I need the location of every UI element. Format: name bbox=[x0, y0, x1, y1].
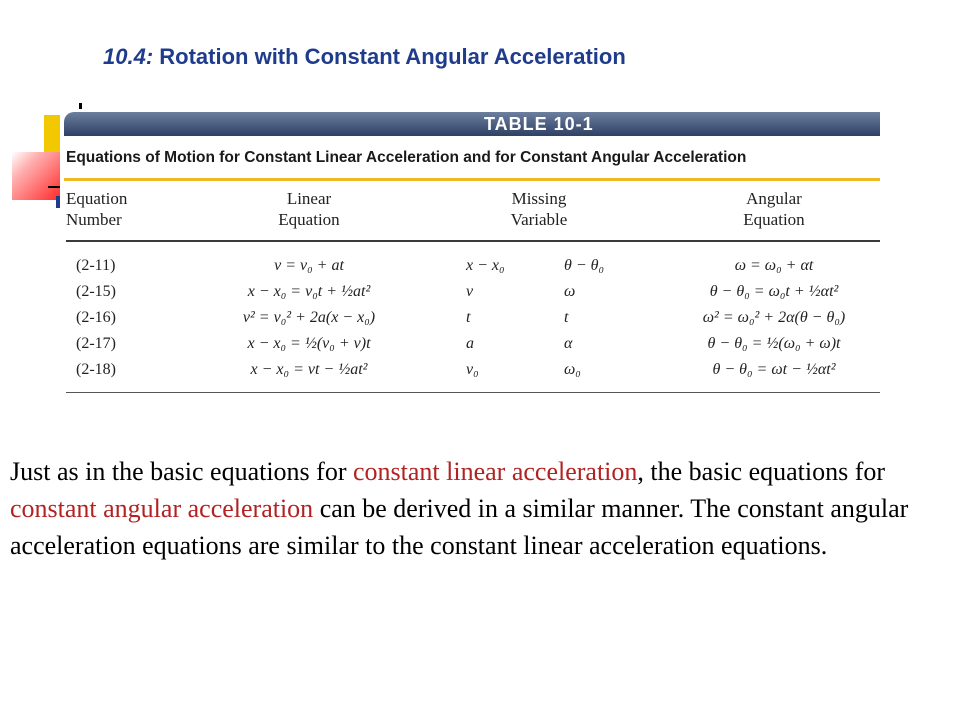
missing-linear-variable: x − x₀ bbox=[466, 257, 505, 274]
header-line: Variable bbox=[510, 210, 568, 229]
header-rule bbox=[66, 240, 880, 242]
missing-linear-variable: t bbox=[466, 309, 471, 326]
header-line: Angular bbox=[746, 189, 802, 208]
missing-angular-variable: ω₀ bbox=[564, 361, 581, 378]
header-missing-variable bbox=[479, 188, 599, 230]
section-number: 10.4: bbox=[103, 44, 154, 69]
equations-table bbox=[64, 112, 882, 402]
missing-linear-variable: v bbox=[466, 283, 474, 300]
header-line: Linear bbox=[286, 189, 332, 208]
linear-equation: v = v₀ + at bbox=[274, 257, 344, 274]
decorative-blue-bar bbox=[56, 196, 60, 208]
equation-number: (2-18) bbox=[76, 361, 116, 378]
angular-equation: θ − θ₀ = ωt − ½αt² bbox=[712, 361, 836, 378]
table-banner: TABLE 10-1 bbox=[64, 112, 880, 136]
table-row bbox=[64, 253, 880, 279]
header-equation-number bbox=[66, 188, 138, 230]
header-line: Missing bbox=[511, 189, 567, 208]
angular-equation: θ − θ₀ = ½(ω₀ + ω)t bbox=[707, 335, 841, 352]
equation-number: (2-15) bbox=[76, 283, 116, 300]
linear-equation: v² = v₀² + 2a(x − x₀) bbox=[242, 309, 376, 326]
body-text-part: , the basic equations for bbox=[637, 457, 886, 486]
header-line: Equation bbox=[278, 210, 340, 229]
angular-equation: θ − θ₀ = ω₀t + ½αt² bbox=[709, 283, 839, 300]
angular-equation: ω² = ω₀² + 2α(θ − θ₀) bbox=[702, 309, 846, 326]
angular-equation: ω = ω₀ + αt bbox=[734, 257, 814, 274]
equation-number: (2-16) bbox=[76, 309, 116, 326]
table-row bbox=[64, 305, 880, 331]
equation-number: (2-11) bbox=[76, 257, 116, 274]
body-paragraph bbox=[10, 453, 930, 564]
missing-angular-variable: ω bbox=[564, 283, 576, 300]
missing-angular-variable: α bbox=[564, 335, 573, 352]
table-row bbox=[64, 357, 880, 383]
slide-title bbox=[103, 44, 626, 70]
table-caption: Equations of Motion for Constant Linear Acceleration and for Constant Angular Acceleration bbox=[66, 149, 747, 166]
header-angular-equation bbox=[714, 188, 834, 230]
missing-linear-variable: a bbox=[466, 335, 474, 352]
missing-angular-variable: θ − θ₀ bbox=[564, 257, 605, 274]
equation-number: (2-17) bbox=[76, 335, 116, 352]
section-title-text: Rotation with Constant Angular Acceleration bbox=[153, 44, 626, 69]
linear-equation: x − x₀ = ½(v₀ + v)t bbox=[247, 335, 371, 352]
header-line: Equation bbox=[66, 189, 128, 208]
highlight-linear: constant linear acceleration bbox=[353, 457, 638, 486]
linear-equation: x − x₀ = v₀t + ½at² bbox=[247, 283, 371, 300]
bullet-dot bbox=[79, 103, 82, 109]
table-top-rule bbox=[64, 178, 880, 181]
highlight-angular: constant angular acceleration bbox=[10, 494, 314, 523]
decorative-black-line bbox=[48, 186, 60, 188]
table-bottom-rule bbox=[66, 392, 880, 393]
missing-linear-variable: v₀ bbox=[466, 361, 479, 378]
table-row bbox=[64, 331, 880, 357]
body-text-part: can be derived in a similar manner. The constant angular acceleration equations are similar to the constant linear acceleration equations. bbox=[10, 494, 909, 560]
header-line: Number bbox=[66, 210, 122, 229]
missing-angular-variable: t bbox=[564, 309, 569, 326]
linear-equation: x − x₀ = vt − ½at² bbox=[250, 361, 368, 378]
header-linear-equation bbox=[249, 188, 369, 230]
decorative-red-square bbox=[12, 152, 60, 200]
table-row bbox=[64, 279, 880, 305]
body-text-part: Just as in the basic equations for bbox=[10, 457, 353, 486]
header-line: Equation bbox=[743, 210, 805, 229]
